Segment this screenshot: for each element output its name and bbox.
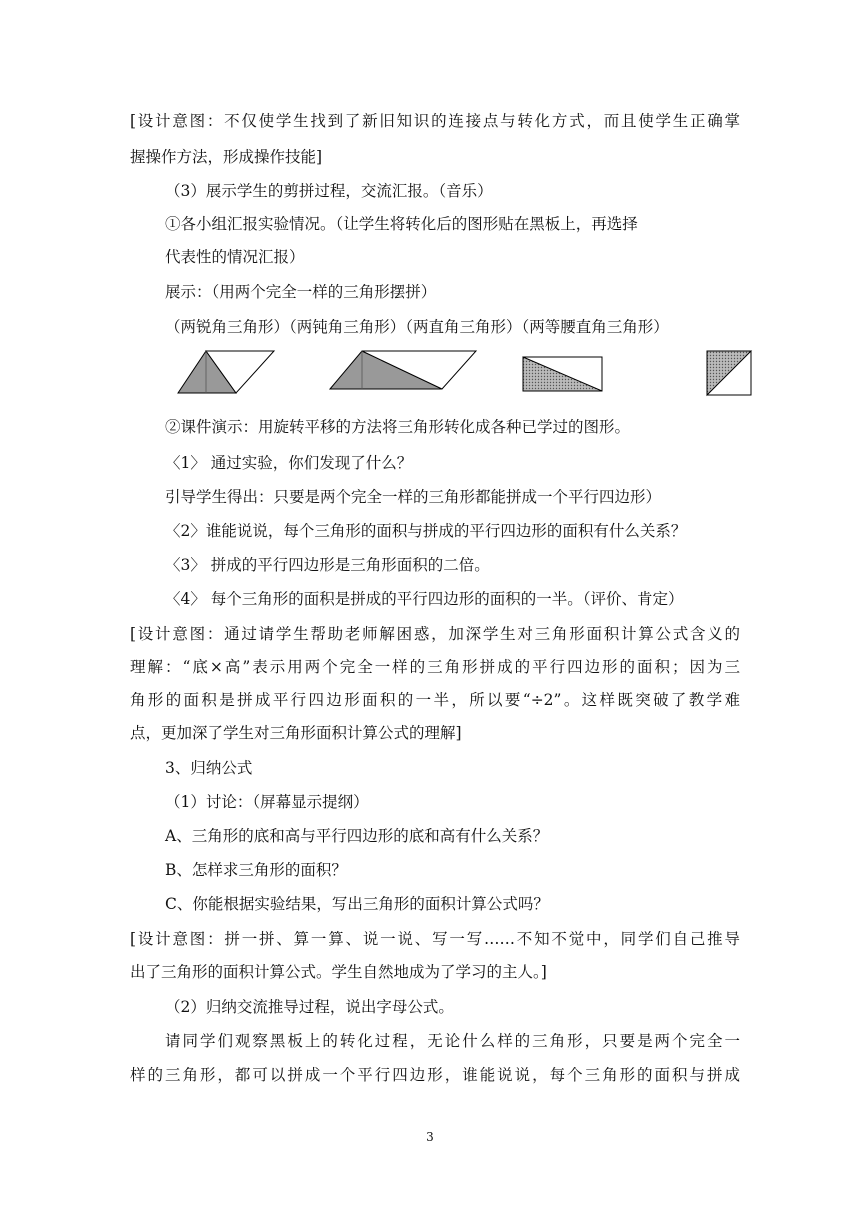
text-line: 〈1〉 通过实验，你们发现了什么？ (165, 454, 413, 472)
figure-two-obtuse-triangles (330, 345, 480, 397)
text-line: [设计意图：通过请学生帮助老师解困惑，加深学生对三角形面积计算公式含义的 (130, 625, 740, 643)
text-line: [设计意图：拼一拼、算一算、说一说、写一写……不知不觉中，同学们自己推导 (130, 930, 740, 948)
text-line: 〈4〉 每个三角形的面积是拼成的平行四边形的面积的一半。（评价、肯定） (165, 590, 684, 608)
text-line: 出了三角形的面积计算公式。学生自然地成为了学习的主人。] (130, 963, 547, 981)
text-line: （两锐角三角形）（两钝角三角形）（两直角三角形）（两等腰直角三角形） (165, 318, 669, 336)
text-line: ②课件演示：用旋转平移的方法将三角形转化成各种已学过的图形。 (165, 418, 631, 436)
text-line: （2）归纳交流推导过程，说出字母公式。 (165, 998, 454, 1016)
text-line: 〈2〉谁能说说，每个三角形的面积与拼成的平行四边形的面积有什么关系？ (165, 522, 687, 540)
text-line: C、你能根据实验结果，写出三角形的面积计算公式吗？ (165, 895, 549, 913)
text-line: ①各小组汇报实验情况。（让学生将转化后的图形贴在黑板上，再选择 (165, 215, 638, 233)
figure-two-right-triangles (522, 345, 604, 397)
text-line: A、三角形的底和高与平行四边形的底和高有什么关系？ (165, 827, 549, 845)
text-line: [设计意图：不仅使学生找到了新旧知识的连接点与转化方式，而且使学生正确掌 (130, 112, 740, 130)
text-line: 点，更加深了学生对三角形面积计算公式的理解] (130, 724, 462, 742)
page-number: 3 (426, 1130, 434, 1144)
text-line: 请同学们观察黑板上的转化过程，无论什么样的三角形，只要是两个完全一 (165, 1032, 740, 1050)
text-line: B、怎样求三角形的面积？ (165, 861, 347, 879)
text-line: 角形的面积是拼成平行四边形面积的一半，所以要“÷2”。这样既突破了教学难 (130, 691, 740, 709)
figure-two-isosceles-right-triangles (706, 345, 752, 397)
text-line: 握操作方法，形成操作技能] (130, 148, 323, 166)
text-line: 样的三角形，都可以拼成一个平行四边形，谁能说说，每个三角形的面积与拼成 (130, 1066, 740, 1084)
section-heading: 3、归纳公式 (165, 759, 253, 777)
text-line: 代表性的情况汇报） (165, 248, 305, 266)
text-line: 〈3〉 拼成的平行四边形是三角形面积的二倍。 (165, 556, 490, 574)
figure-two-acute-triangles (178, 345, 278, 397)
text-line: 展示：（用两个完全一样的三角形摆拼） (165, 283, 437, 301)
text-line: 引导学生得出：只要是两个完全一样的三角形都能拼成一个平行四边形） (165, 488, 662, 506)
text-line: （1）讨论：（屏幕显示提纲） (165, 793, 369, 811)
text-line: 理解：“底×高”表示用两个完全一样的三角形拼成的平行四边形的面积；因为三 (130, 658, 740, 676)
text-line: （3）展示学生的剪拼过程，交流汇报。（音乐） (165, 182, 493, 200)
